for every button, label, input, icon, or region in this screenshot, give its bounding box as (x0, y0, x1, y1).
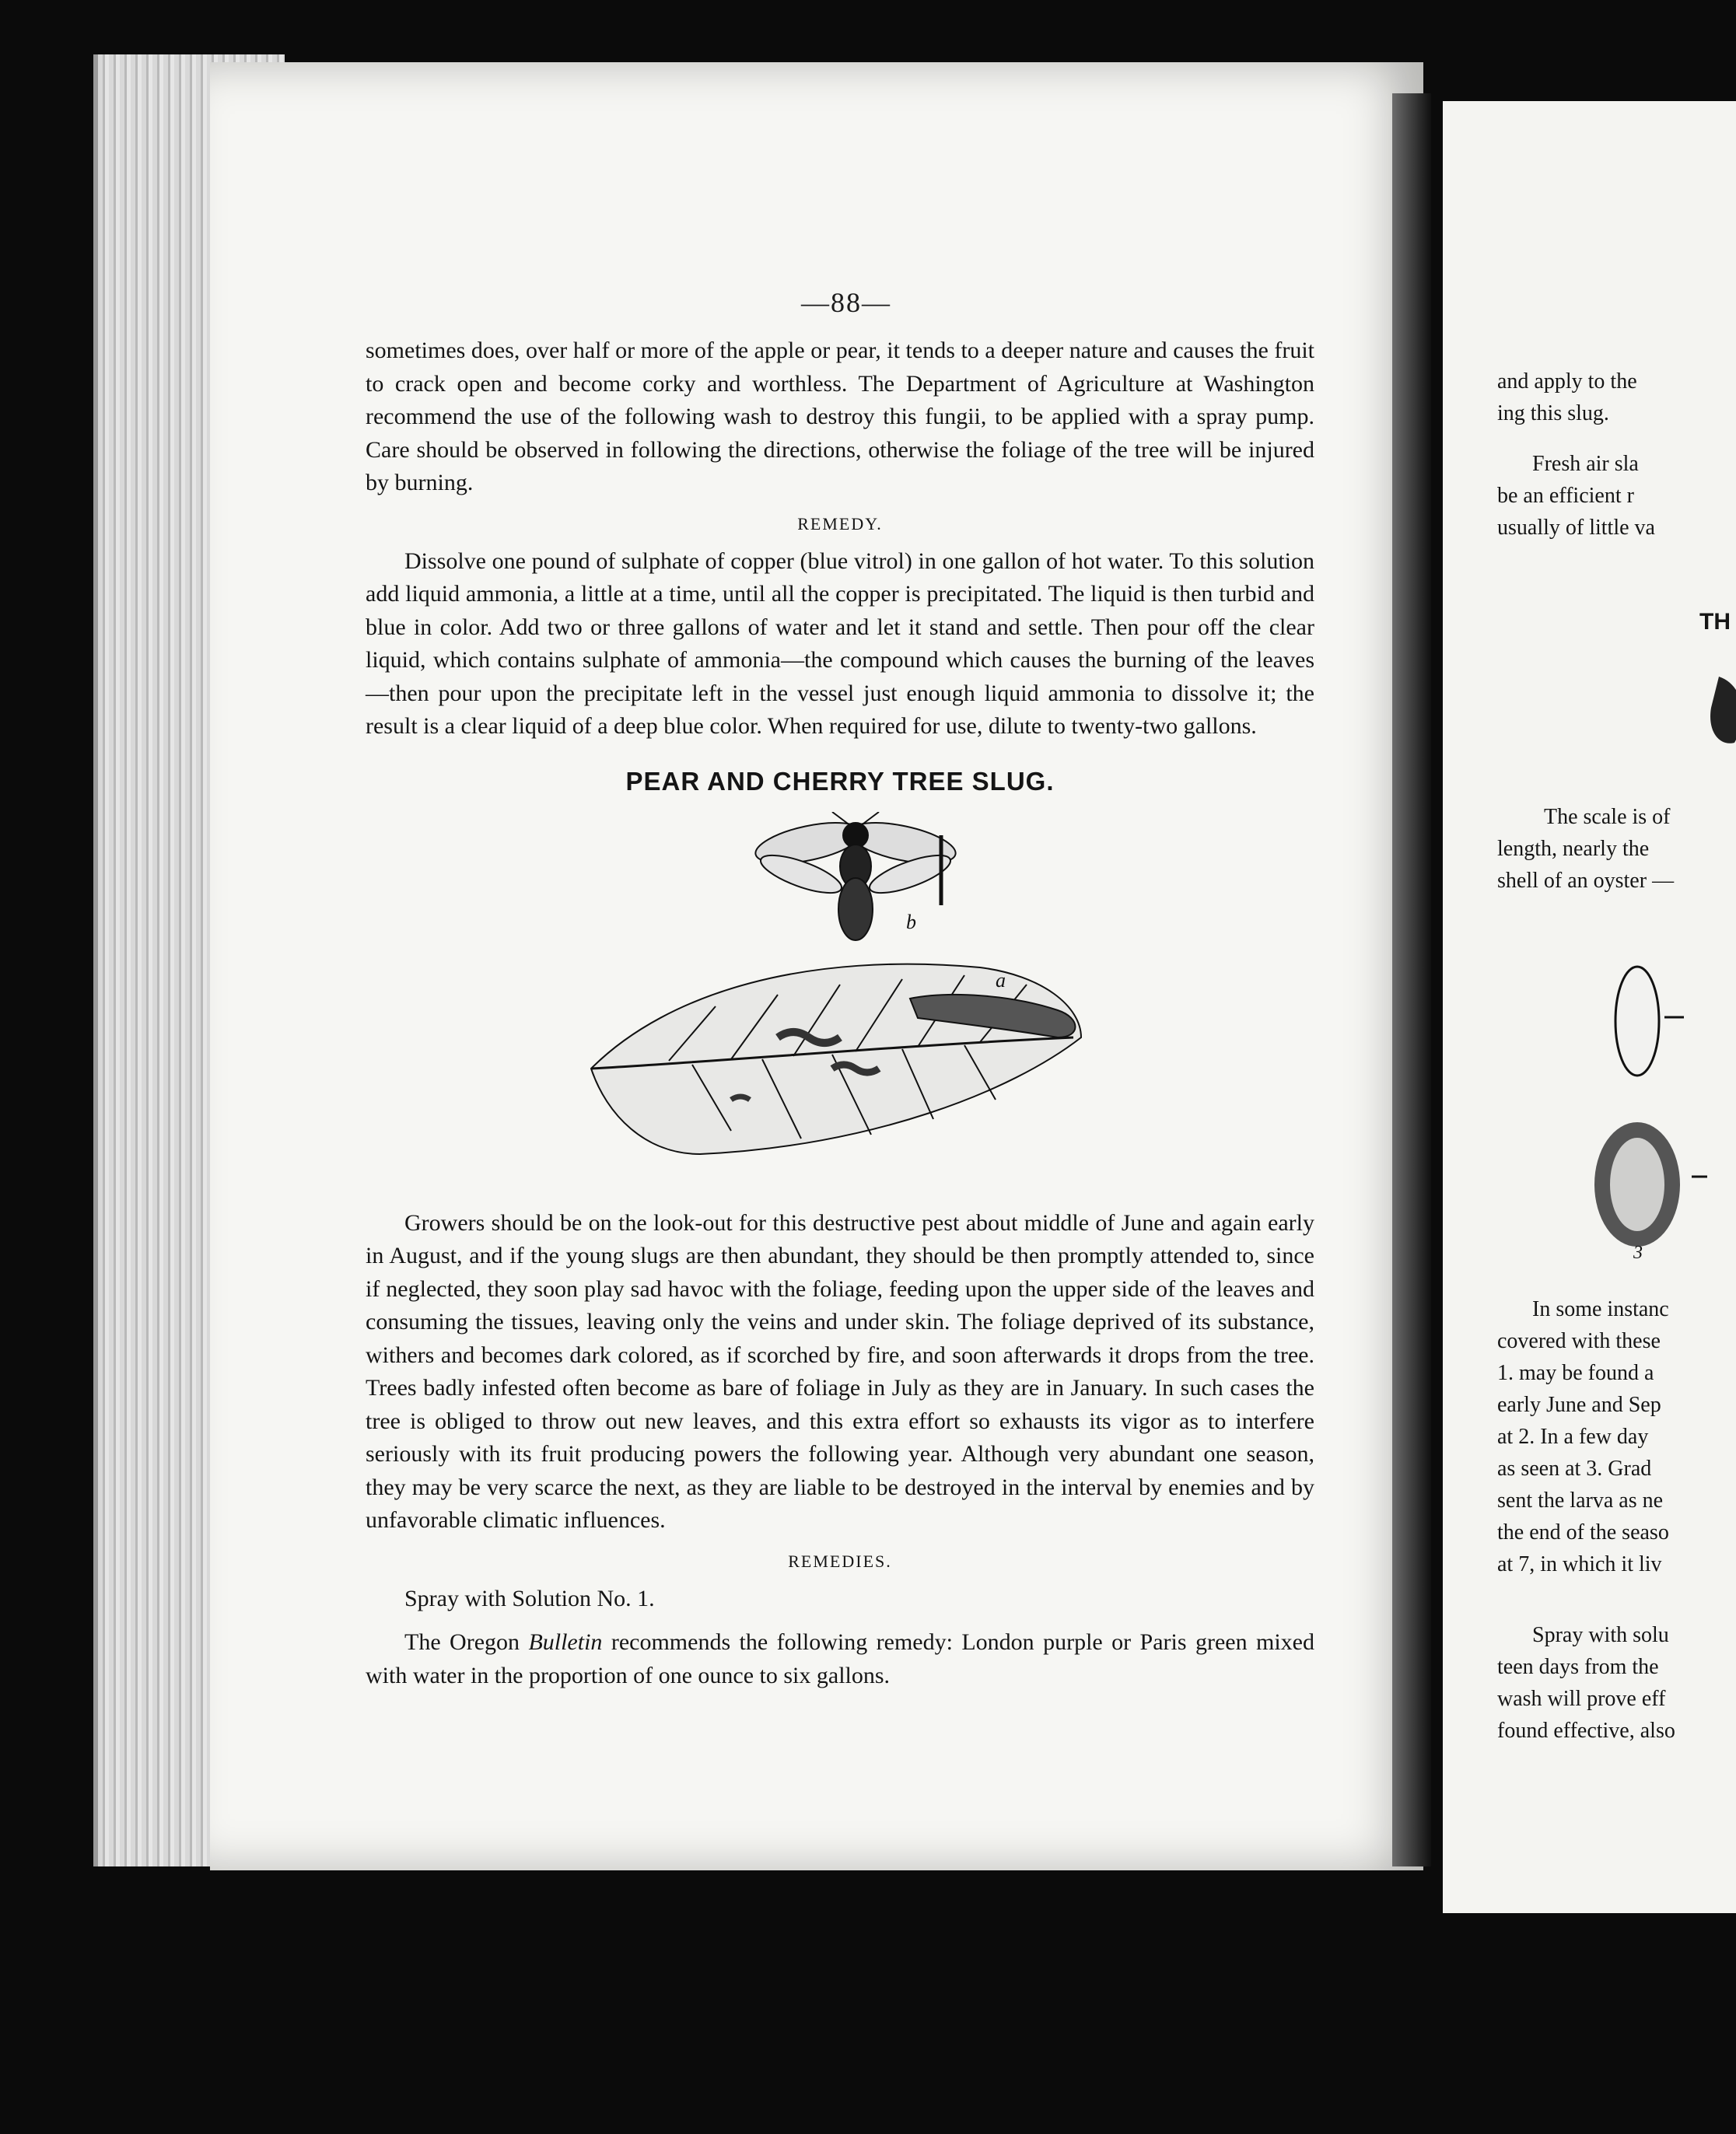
right-line: wash will prove eff (1497, 1687, 1666, 1711)
slug-illustration (576, 812, 1104, 1185)
remedies-heading: REMEDIES. (788, 1551, 892, 1571)
right-line: 1. may be found a (1497, 1361, 1654, 1385)
book-gutter (1392, 93, 1431, 1866)
bulletin-title: Bulletin (528, 1629, 603, 1655)
right-line: ing this slug. (1497, 401, 1609, 425)
right-line: found effective, also (1497, 1719, 1675, 1743)
right-line: covered with these (1497, 1329, 1661, 1353)
right-line: In some instanc (1532, 1297, 1669, 1321)
right-line: length, nearly the (1497, 837, 1650, 861)
right-line: at 7, in which it liv (1497, 1552, 1662, 1576)
right-line: at 2. In a few day (1497, 1425, 1649, 1449)
growers-paragraph: Growers should be on the look-out for this destructive pest about middle of June and again early in August, and if the young slugs are then abundant, they should be then promptly attended to, since if neglected, they soon play sad havoc with the foliage, feeding upon the upper side of the leaves and consuming the tissues, leaving only the veins and under skin. The foliage deprived of its substance, withers and becomes dark colored, as if scorched by fire, and soon afterwards it drops from the tree. Trees badly infested often become as bare of foliage in July as they are in January. In such cases the tree is obliged to throw out new leaves, and this extra effort so exhausts its vigor as to interfere seriously with its fruit producing powers the following year. Although very abundant one season, they may be very scarce the next, as they are liable to be destroyed in the interval by enemies and by unfavorable climatic influences. (366, 1209, 1314, 1533)
oregon-prefix: The Oregon (404, 1629, 529, 1655)
intro-paragraph: sometimes does, over half or more of the apple or pear, it tends to a deeper nature and causes the fruit to crack open and become corky and worthless. The Department of Agriculture at Washington recommend the use of the following wash to destroy this fungii, to be applied with a spray pump. Care should be observed in following the directions, otherwise the foliage of the tree will be injured by burning. (366, 338, 1314, 495)
spray-line: Spray with Solution No. 1. (404, 1585, 655, 1611)
leaf-drawing (591, 964, 1081, 1153)
larva-label: a (996, 968, 1006, 992)
sawfly-drawing (752, 812, 959, 940)
right-page-text (1497, 366, 1736, 1747)
right-line: The scale is of (1544, 805, 1671, 829)
right-heading-fragment: TH (1699, 609, 1731, 635)
right-line: the end of the seaso (1497, 1520, 1669, 1545)
left-page-text (366, 280, 1314, 1692)
remedy-paragraph: Dissolve one pound of sulphate of copper (blue vitrol) in one gallon of hot water. To this solution add liquid ammonia, a little at a time, until all the copper is precipitated. The liquid is then turbid and blue in color. Add two or three gallons of water and let it stand and settle. Then pour off the clear liquid, which contains sulphate of ammonia—the compound which causes the burning of the leaves—then pour upon the precipitate left in the vessel just enough liquid ammonia to dissolve it; the result is a clear liquid of a deep blue color. When required for use, dilute to twenty-two gallons. (366, 547, 1314, 739)
oregon-suffix: recommends the following remedy: London purple or Paris green mixed with water in the proportion of one ounce to six gallons. (366, 1629, 1314, 1688)
fly-label: b (906, 910, 916, 933)
right-line: sent the larva as ne (1497, 1489, 1664, 1513)
right-line: Spray with solu (1532, 1623, 1669, 1647)
section-title: PEAR AND CHERRY TREE SLUG. (625, 766, 1055, 796)
right-line: Fresh air sla (1532, 452, 1639, 476)
page-number: —88— (801, 287, 891, 318)
oregon-paragraph (366, 1626, 1314, 1692)
right-line: be an efficient r (1497, 484, 1634, 508)
scale-drawing (1696, 669, 1736, 754)
right-line: and apply to the (1497, 369, 1637, 394)
scale-figures (1591, 936, 1736, 1262)
right-line: early June and Sep (1497, 1393, 1661, 1417)
right-line: shell of an oyster — (1497, 869, 1675, 893)
right-line: usually of little va (1497, 516, 1655, 540)
right-line: as seen at 3. Grad (1497, 1457, 1652, 1481)
remedy-heading: REMEDY. (797, 513, 883, 534)
figure-label: 3 (1633, 1243, 1643, 1262)
right-line: teen days from the (1497, 1655, 1659, 1679)
